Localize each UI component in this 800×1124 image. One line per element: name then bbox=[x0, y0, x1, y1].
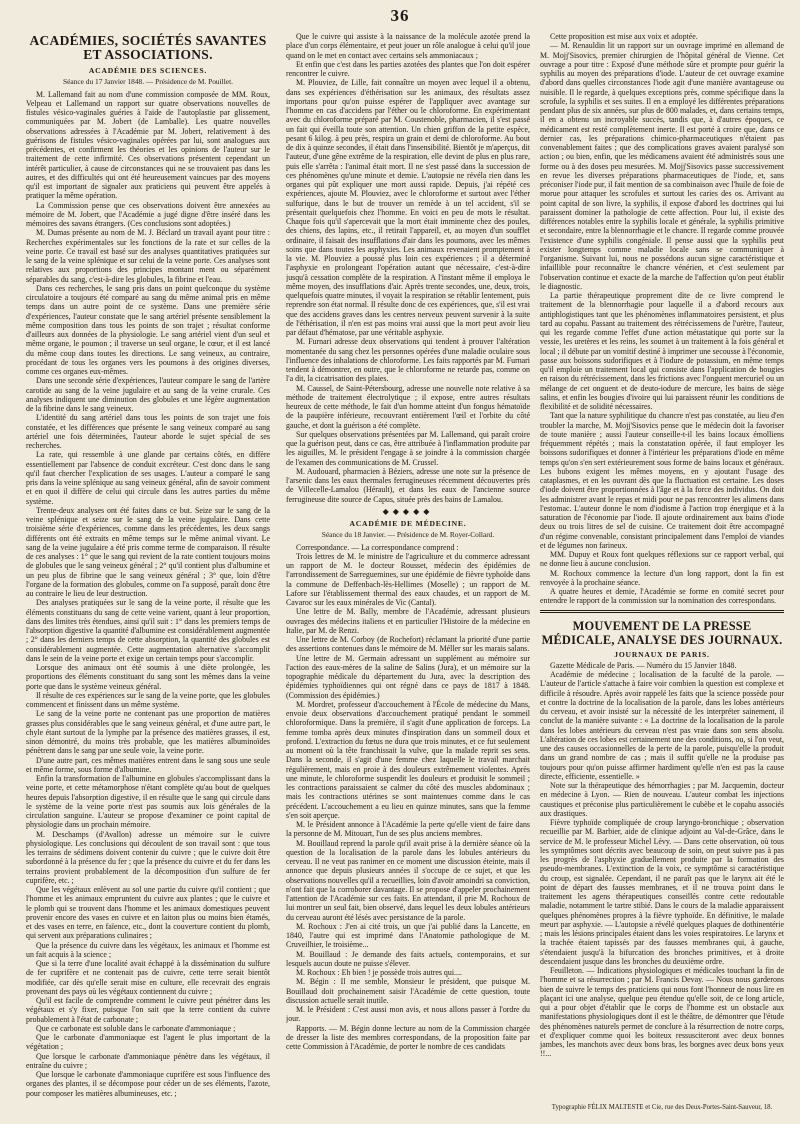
paragraph: M. Furnari adresse deux observations qui tendent à prouver l'altération momentanée du sang chez les personnes opérées d'une maladie oculaire sous l'influence des inhalations de chloroforme. Les faits rapportés par M. Furnari tendent à démontrer, en outre, que le chloroforme ne retarde pas, comme on l'a dit, la cicatrisation des plaies. bbox=[286, 337, 530, 384]
paragraph: — M. Renauldin lit un rapport sur un ouvrage imprimé en allemand de M. Mojj'Sisovics, premier chirurgien de l'hôpital général de Vienne. Cet ouvrage a pour titre : Exposé d'une méthode sûre et prompte pour guérir la syphilis au moyen des préparations d'iode. L'auteur de cet ouvrage examine d'abord dans quelles circonstances l'iode agit d'une manière avantageuse ou nuisible. Il le regarde, à quelques exceptions près, comme spécifique dans la scrofule, la syphilis et ses suites. Il en a employé les différentes préparations pendant plus de six années, sur plus de 800 malades, et, dans certains temps, il en a obtenu un incroyable succès, tandis que, à d'autres époques, ce médicament est resté complètement inerte. Il est porté à croire que, dans ce dernier cas, les préparations chimico-pharmaceutiques n'étaient pas convenablement faites ; que des complications graves avaient paralysé son action ; ou bien, enfin, que les médicamens avaient été administrés sous une forme ou à des doses peu mesurées. M. Mojj'Sisovics passe successivement en revue les diverses préparations pharmaceutiques de l'iode, et, sans préconiser l'iode pur, il fait mention de sa combinaison avec l'huile de foie de morue pour attaquer les scrofules et surtout les caries des os. Arrivant au point capital de son livre, la syphilis, il expose d'abord les doctrines qui lui paraissent dominer la pathologie de cette affection. Pour lui, il existe des différences notables entre la syphilis locale et générale, la syphilis primitive et secondaire, entre la blennorrhagie et le chancre. Il regarde comme prouvée l'existence d'une syphilis congéniale. Il pense aussi que la syphilis peut exister longtemps comme maladie locale sans se communiquer à l'organisme. Suivant lui, nous ne possédons aucun signe caractéristique et infaillible pour reconnaître le chancre vénérien, et c'est seulement par l'observation continue et exacte de la marche de l'affection qu'on peut établir le diagnostic. bbox=[540, 41, 784, 291]
paragraph: Une lettre de M. Corboy (de Rochefort) réclamant la priorité d'une partie des assertions contenues dans le mémoire de M. Méller sur les marais salans. bbox=[286, 635, 530, 654]
printer-imprint: Typographie FÉLIX MALTESTE et Cie, rue des Deux-Portes-Saint-Sauveur, 18. bbox=[551, 1104, 773, 1111]
paragraph: Que lorsque le carbonate d'ammoniaque pénètre dans les végétaux, il entraîne du cuivre ; bbox=[26, 1051, 270, 1070]
paragraph: M. Audouard, pharmacien à Béziers, adresse une note sur la présence de l'arsenic dans les eaux thermales ferrugineuses récemment découvertes près de Villecelle-Lamalou (Hérault), et dans les eaux de l'ancienne source ferrugineuse dite source de Capus, située près des bains de Lamalou. bbox=[286, 466, 530, 504]
paragraph: Que le cuivre qui assiste à la naissance de la molécule azotée prend la place d'un corps élémentaire, et peut jouer un rôle analogue à celui qu'il joue quand on le met en contact avec certains sels ammoniacaux ; bbox=[286, 32, 530, 60]
paragraph: MM. Dupuy et Roux font quelques réflexions sur ce rapport verbal, qui ne donne lieu à aucune conclusion. bbox=[540, 550, 784, 569]
column-1-body bbox=[26, 90, 270, 1098]
paragraph: Gazette Médicale de Paris. — Numéro du 15 Janvier 1848. bbox=[550, 660, 737, 670]
paragraph: L'identité du sang artériel dans tous les points de son trajet une fois constatée, et les différences que présente le sang veineux comparé au sang artériel une fois déterminées, l'auteur aborde le sujet spécial de ses recherches. bbox=[26, 413, 270, 450]
paragraph: La Commission pense que ces observations doivent être annexées au mémoire de M. Jobert, que l'Académie a jugé digne d'être inséré dans les mémoires des savans étrangers. (Ces conclusions sont adoptées.) bbox=[26, 200, 270, 228]
paragraph: La partie thérapeutique proprement dite de ce livre comprend le traitement de la blennorrhagie pour laquelle il a d'abord recours aux antiphlogistiques tant que les phénomènes inflammatoires persistent, et plus tard au copahu. Passant au traitement des rétrécissemens de l'urètre, l'auteur, qui les regarde comme l'effet d'une action métastatique qui porte sur la vessie, les uretères et les reins, les soumet à un traitement à la fois général et local ; il débute par un vomitif destiné à imprimer une secousse à l'économie, passe aux boissons sudorifiques et à l'iodure de potassium, en même temps qu'il emploie un traitement local qui consiste dans l'application de bougies en raison du rétrécissement, dans les frictions avec l'onguent mercuriel ou un mélange de cet onguent et de deuto-iodure de mercure, les bains de siège salins, et enfin les bougies d'ivoire qui lui paraissent réunir les conditions de flexibilité et de solidité nécessaires. bbox=[540, 291, 784, 411]
column-3 bbox=[540, 32, 784, 1112]
page-number: 36 bbox=[390, 6, 410, 25]
paragraph: M. Deschamps (d'Avallon) adresse un mémoire sur le cuivre physiologique. Les conclusions qui découlent de son travail sont : que tous les terrains de sédimens doivent contenir du cuivre ; que le cuivre doit être subordonné à la présence du fer ; que la présence du cuivre et du fer dans les terrains provient probablement de la décomposition d'un sulfure de fer cuprifère, etc. ; bbox=[26, 829, 270, 885]
column-2-top-body bbox=[286, 32, 530, 504]
paragraph: Une lettre de M. Germain adressant un supplément au mémoire sur l'action des eaux-mères de la saline de Salins (Jura), et un mémoire sur la topographie médicale du département du Jura, avec la description des épidémies typhoïdiennes qui ont régné dans ce pays de 1817 à 1848. (Commission des épidémies.) bbox=[286, 653, 530, 700]
paragraph: A quatre heures et demie, l'Académie se forme en comité secret pour entendre le rapport de la commission sur la nomination des correspondans. bbox=[540, 587, 784, 606]
paragraph: M. Rochoux : J'en ai cité trois, un que j'ai publié dans la Lancette, en 1840, l'autre qui est imprimé dans l'Anatomie pathologique de M. Cruveilhier, le troisième... bbox=[286, 921, 530, 950]
paragraph: Le sang de la veine porte ne contenant pas une proportion de matières grasses plus considérables que le sang veineux général, et d'une autre part, le chyle étant surtout de la lymphe par la présence des matières grasses, il est, sinon démontré, du moins très probable, que les matières albuminoïdes pénètrent dans le sang par une seule voie, la veine porte. bbox=[26, 709, 270, 756]
paragraph: Qu'il est facile de comprendre comment le cuivre peut pénétrer dans les végétaux et s'y fixer, puisque l'on sait que la terre contient du cuivre probablement à l'état de carbonate ; bbox=[26, 996, 270, 1024]
academy-sciences-header: ACADÉMIE DES SCIENCES. bbox=[88, 66, 208, 75]
paragraph: M. le Président : C'est aussi mon avis, et nous allons passer à l'ordre du jour. bbox=[286, 1005, 530, 1024]
paragraph: Et enfin que c'est dans les parties azotées des plantes que l'on doit espérer rencontrer le cuivre. bbox=[286, 59, 530, 78]
paragraph: Trois lettres de M. le ministre de l'agriculture et du commerce adressant un rapport de M. le docteur Rousset, médecin des épidémies de l'arrondissement de Sarreguemines, sur une épidémie de fièvre typhoïde dans la commune de Deffenbach-lès-Hellimes (Moselle) ; un rapport de M. Lafore sur l'établissement thermal des eaux chaudes, et un rapport de M. Cavaroc sur les eaux minérales de Vic (Cantal). bbox=[286, 551, 530, 607]
paragraph: M. Bouillaud reprend la parole qu'il avait prise à la dernière séance où la question de la localisation de la parole dans les lobules antérieurs du cerveau. Il ne veut pas ranimer en ce moment une discussion éteinte, mais il annonce que depuis plusieurs années il s'occupe de ce sujet, et que les observations nouvelles qu'il a recueillies, loin d'avoir amoindri sa conviction, n'ont fait que la corroborer davantage. Il se propose d'appeler prochainement l'attention de l'Académie sur ces faits. En attendant, il prie M. Rochoux de lui montrer un seul fait, bien observé, dans lequel les deux lobules antérieurs du cerveau auront été lésés avec persistance de la parole. bbox=[286, 838, 530, 922]
paragraph: M. Dumas présente au nom de M. J. Béclard un travail ayant pour titre : Recherches expérimentales sur les fonctions de la rate et sur celles de la veine porte. Ce travail est basé sur des analyses quantitatives pratiquées sur le sang de la veine splénique et sur celui de la veine porte. Ces analyses sont relatives aux proportions des principes montant ment ou séparément séparables du sang, c'est-à-dire les globules, la fibrine et l'eau. bbox=[26, 228, 270, 284]
paragraph: Enfin la transformation de l'albumine en globules s'accomplissant dans la veine porte, et cette métamorphose n'étant complète qu'au bout de quelques heures depuis l'absorption digestive, il en résulte que le sang qui circule dans le système de la veine porte n'est pas soumis aux lois générales de la circulation sanguine. L'auteur se propose d'examiner ce point capital de physiologie dans un prochain mémoire. bbox=[26, 774, 270, 830]
paragraph: Lorsque des animaux ont été soumis à une diète prolongée, les proportions des éléments constituant du sang sont les mêmes dans la veine porte que dans le système veineux général. bbox=[26, 663, 270, 691]
paragraph: Que la présence du cuivre dans les végétaux, les animaux et l'homme est un fait acquis à la science ; bbox=[26, 940, 270, 959]
column-2-med-body bbox=[286, 543, 530, 1052]
paragraph: Que ce carbonate est soluble dans le carbonate d'ammoniaque ; bbox=[36, 1023, 236, 1033]
med-session-line: Séance du 18 Janvier. — Présidence de M. Royer-Collard. bbox=[321, 530, 495, 540]
paragraph: Dans ces recherches, le sang pris dans un point quelconque du système circulatoire a toujours été comparé au sang du même animal pris en même temps dans un autre point de ce système. Dans une première série d'expériences, l'auteur constate que le sang artériel présente sensiblement la même composition dans tous les points de son trajet ; résultat conforme d'ailleurs aux données de la physiologie. Le sang artériel vient d'un seul et même organe, le poumon ; il traverse un seul organe, le cœur, et il est lancé du même coup dans toutes les directions. Le sang veineux, au contraire, procédant de tous les organes vers les poumons à des origines diverses, comme ces organes eux-mêmes. bbox=[26, 283, 270, 376]
paragraph: M. Lallemand fait au nom d'une commission composée de MM. Roux, Velpeau et Lallemand un rapport sur quatre observations nouvelles de fistules vésico-vaginales guéries à l'aide de l'autoplastie par glissement, communiquées par M. Jobert (de Lamballe). Les quatre nouvelles observations adressées à l'Académie par M. Jobert, relativement à des guérisons de fistules vésico-vaginales opérées par lui, sont analogues aux précédentes, et confirment les théories et les opinions de l'auteur sur le traitement de cette infirmité. Ces observations présentent cependant un intérêt particulier, à cause de circonstances qui ne se trouvaient pas dans les autres, et des difficultés qui ont été heureusement vaincues par des moyens qu'il est important de signaler aux praticiens qui peuvent être appelés à pratiquer la même opération. bbox=[26, 89, 270, 201]
paragraph: M. Caussel, de Saint-Pétersbourg, adresse une nouvelle note relative à sa méthode de traitement électrolytique ; il expose, entre autres résultats heureux de cette méthode, le fait d'un homme atteint d'un fongus hématoïde de la paupière inférieure, recouvrant entièrement l'œil et l'orbite du côté gauche, et dont la guérison a été complète. bbox=[286, 383, 530, 430]
paragraph: Cette proposition est mise aux voix et adoptée. bbox=[550, 32, 698, 41]
section-header-academies: ACADÉMIES, SOCIÉTÉS SAVANTES ET ASSOCIATIONS. bbox=[29, 33, 267, 62]
paragraph: M. Rochoux : Eh bien ! je possède trois autres qui.... bbox=[296, 968, 462, 977]
journals-paris-header: JOURNAUX DE PARIS. bbox=[614, 649, 710, 659]
paragraph: Feuilleton. — Indications physiologiques et médicales touchant la fin de l'homme et sa résurrection ; par M. Francis Devay. — Nous nous garderons bien de suivre le temps des praticiens qui nous font l'honneur de nous lire en plaçant ici une analyse, quelque peu étendue qu'elle soit, de ce long article, qui a pour objet d'établir que le corps de l'homme est un obstacle aux manifestations physiologiques dont il est le théâtre, de démontrer que l'étude des phénomènes naturels permet de conclure à la résurrection de notre corps, et d'expliquer comme quoi les boiteux ressusciteront avec deux bonnes jambes, les manchots avec deux bons bras, les borgnes avec deux bons yeux !!... bbox=[540, 966, 784, 1059]
paragraph: Rapports. — M. Bégin donne lecture au nom de la Commission chargée de dresser la liste des membres correspondans, de la proposition faite par cette Commission à l'Académie, de porter le nombre de ces candidats bbox=[286, 1023, 530, 1051]
section-rule bbox=[540, 610, 784, 613]
paragraph: Une lettre de M. Bally, membre de l'Académie, adressant plusieurs ouvrages des médecins italiens et en particulier l'Histoire de la médecine en Italie, par M. de Renzi. bbox=[286, 607, 530, 635]
paragraph: Trente-deux analyses ont été faites dans ce but. Seize sur le sang de la veine splénique et seize sur le sang de la veine jugulaire. Dans cette troisième série d'expériences, comme dans les précédentes, les deux sangs différents ont été extraits en même temps sur le même animal vivant. Le sang de la veine jugulaire a été pris comme terme de comparaison. Il résulte de ces analyses : 1° que le sang qui revient de la rate contient toujours moins de globules que le sang veineux général ; 2° qu'il contient plus d'albumine et un peu plus de fibrine que le sang veineux général ; 3° que, loin d'être l'organe de la formation des globules, comme on l'a supposé, paraît donc être au contraire le lieu de leur destruction. bbox=[26, 505, 270, 598]
paragraph: D'une autre part, ces mêmes matières entrent dans le sang sous une seule et même forme, sous forme d'albumine. bbox=[26, 755, 270, 774]
ornament-divider: ◆◆◆◆◆ bbox=[382, 506, 434, 516]
paragraph: Note sur la thérapeutique des hémorrhagies ; par M. Jacquemin, docteur en médecine à Lyon. — Rien de nouveau. L'auteur combat les injections caustiques et préconise plus particulièrement le cubèbe et le copahu associés aux drastiques. bbox=[540, 781, 784, 818]
paragraph: Que les végétaux enlèvent au sol une partie du cuivre qu'il contient ; que l'homme et les animaux empruntent du cuivre aux plantes ; que le cuivre et le plomb qui se trouvent dans l'homme et les animaux domestiques peuvent provenir encore des vases en cuivre et en laiton plus ou moins bien étamés, et des vases en terre, en faïence, etc., dont la couverture contient du plomb, qui servent aux préparations culinaires ; bbox=[26, 885, 270, 941]
column-3-top-body bbox=[540, 32, 784, 606]
paragraph: La rate, qui ressemble à une glande par certains côtés, en diffère essentiellement par l'absence de conduit excréteur. C'est donc dans le sang qu'il faut chercher l'explication de ses usages. L'auteur a comparé le sang pris dans la veine splénique au sang veineux général, afin de savoir comment et en quoi il diffère de celui qui circule dans les autres parties du même système. bbox=[26, 450, 270, 506]
paragraph: Il résulte de ces expériences sur le sang de la veine porte, que les globules commencent et finissent dans un même système. bbox=[26, 690, 270, 709]
paragraph: Des analyses pratiquées sur le sang de la veine porte, il résulte que les éléments constituans du sang de cette veine varient, quant à leur proportion, dans des limites très étendues, ainsi qu'il suit : 1° dans les premiers temps de l'absorption digestive la quantité d'albumine est considérablement augmentée ; 2° dans les derniers temps de cette absorption, la quantité des globules est considérablement augmentée. Cette augmentation alternative s'accomplit dans le sein de la veine porte et exige un certain temps pour s'accomplir. bbox=[26, 598, 270, 663]
paragraph: M. Bouillaud : Je demande des faits actuels, contemporains, et sur lesquels aucun doute ne puisse s'élever. bbox=[286, 949, 530, 968]
session-line: Séance du 17 Janvier 1848. — Présidence de M. Pouillet. bbox=[63, 77, 233, 87]
paragraph: Dans une seconde série d'expériences, l'auteur compare le sang de l'artère carotide au sang de la veine jugulaire et au sang de la veine crurale. Ces analyses indiquent une diminution des globules et une légère augmentation de la fibrine dans le sang veineux. bbox=[26, 376, 270, 413]
paragraph: Fièvre typhoïde compliquée de croup laryngo-bronchique ; observation recueillie par M. Barbier, aide de clinique adjoint au Val-de-Grâce, dans le service de M. le professeur Michel Lévy. — Dans cette observation, où tous les symptômes sont décrits avec beaucoup de soin, on peut suivre pas à pas les progrès de l'asphyxie graduellement produite par la formation des pseudo-membranes. L'extinction de la voix, ce symptôme si caractéristique du croup, est signalée. Cependant, il ne paraît pas que le larynx ait été le point de départ des fausses membranes, et il ne trouva point dans le traitement les agens thérapeutiques conseillés contre cette redoutable maladie, notamment le tartre stibié. Dans le cours de la maladie apparaissent quelques phénomènes propres à la fièvre typhoïde. En définitive, le malade meurt par asphyxie. — L'autopsie a révélé quelques plaques de dothinentérie ; mais les lésions principales étaient dans les voies respiratoires. Le larynx et la trachée étaient tapissés par des fausses membranes qui, à gauche, s'étendaient jusqu'à la bifurcation des bronches primitives, et à droite descendaient jusque dans les bronches du deuxième ordre. bbox=[540, 818, 784, 966]
press-movement-header: MOUVEMENT DE LA PRESSE MÉDICALE, ANALYSE DES JOURNAUX. bbox=[541, 618, 783, 647]
column-3-press-body bbox=[540, 661, 784, 1059]
paragraph: Que si la terre d'une localité avait échappé à la dissémination du sulfure de fer cuprifère et ne contenait pas de cuivre, cette terre serait bientôt modifiée, car dès qu'elle serait mise en culture, elle recevrait des engrais provenant des pays où les végétaux contiennent du cuivre ; bbox=[26, 959, 270, 996]
paragraph: Que le carbonate d'ammoniaque est l'agent le plus important de la végétation ; bbox=[26, 1033, 270, 1052]
academy-medicine-header: ACADÉMIE DE MÉDECINE. bbox=[349, 519, 467, 528]
paragraph: M. le Président annonce à l'Académie la perte qu'elle vient de faire dans la personne de M. Mitouart, l'un de ses plus anciens membres. bbox=[286, 820, 530, 839]
paragraph: Que lorsque le carbonate d'ammoniaque cuprifère est sous l'influence des organes des plantes, il se décompose pour céder un de ses éléments, l'azote, pour composer les matières albumineuses, etc. ; bbox=[26, 1070, 270, 1098]
column-1 bbox=[26, 32, 270, 1112]
paragraph: M. Rochoux commence la lecture d'un long rapport, dont la fin est renvoyée à la prochaine séance. bbox=[540, 568, 784, 587]
paragraph: Sur quelques observations présentées par M. Lallemand, qui paraît croire que la guérison peut, dans ce cas, être attribuée à l'inflammation produite par les aiguilles, M. le président l'engage à se joindre à la commission chargée de l'examen des communications de M. Crussel. bbox=[286, 429, 530, 467]
paragraph: M. Bégin : Il me semble, Monsieur le président, que puisque M. Bouillaud doit prochainement saisir l'Académie de cette question, toute discussion actuelle serait inutile. bbox=[286, 977, 530, 1005]
paragraph: Tant que la nature syphilitique du chancre n'est pas constatée, au lieu d'en troubler la marche, M. Mojj'Sisovics pense que le médecin doit la favoriser de toute manière ; aussi l'auteur conseille-t-il les bains locaux émolliens fréquemment répétés ; mais la constatation opérée, il faut employer les boissons sudorifiques et donner à l'intérieur les préparations d'iode en même temps qu'on s'en sert extérieurement sous forme de bains locaux et généraux. Les bubons exigent les mêmes moyens, en y ajoutant l'usage des cataplasmes, et en les ouvrant dès que la fluctuation est certaine. Les doses d'iode doivent être proportionnées à l'âge et à la force des individus. On doit les administrer avant le repas et midi pour ne pas rencontrer les alimens dans l'estomac. L'auteur donne le nom d'iodisme à l'action trop énergique et à la saturation de l'économie par l'iode. Il ajoute ordinairement aux bains d'iode deux ou trois litres de sel de cuisine. Ce traitement doit être accompagné d'un régime convenable, consistant principalement dans l'emploi de viandes et de légumes non farineux. bbox=[540, 411, 784, 550]
paragraph: M. Plouviez, de Lille, fait connaître un moyen avec lequel il a obtenu, dans ses expériences d'éthérisation sur les animaux, des résultats assez importans pour qu'on puisse espérer de l'appliquer avec avantage sur l'homme en cas d'accidens par l'éther ou le chloroforme. En expérimentant avec du chloroforme préparé par M. Coustenoble, pharmacien, il s'est passé un fait qui éveilla toute son attention. Un chien griffon de la petite espèce, pesant 6 kilog. à peu près, respira un grain et demi de chloroforme. Au bout de dix à quinze secondes, il était dans l'insensibilité. Bientôt je m'aperçus, dit l'auteur, d'une gêne extrême de la respiration, elle devint de plus en plus rare, puis elle s'arrêta : l'animal était mort. Il ne s'est passé dans la succession de ces phénomènes qu'une minute et demie. L'autopsie ne révéla rien dans les organes qui pût expliquer une mort aussi rapide. Depuis, j'ai répété ces expériences, ajoute M. Plouviez, avec le chloroforme et surtout avec l'éther sulfurique, dans le but de trouver un remède à un tel accident, s'il se présentait quelquefois chez l'homme. En voici en peu de mots le résultat. Chaque fois qu'il s'apercevait que la mort était imminente chez des poules, des chiens, des lapins, etc., il retirait l'appareil, et, au moyen d'un soufflet ordinaire, il faisait des insufflations d'air dans les poumons, avec les mêmes soins que dans toutes les asphyxies. Les animaux revenaient promptement à la vie. M. Plouviez a poussé plus loin ces expériences ; il a déterminé l'asphyxie en prolongeant l'opération autant que nécessaire, c'est-à-dire jusqu'à cessation complète de la respiration. A l'instant même il employa le même moyen, des insufflations d'air. Après trente secondes, une, deux, trois, quelquefois quatre minutes, il voyait la respiration se rétablir lentement, puis reprendre son état normal. Il résulte donc de ces expériences, que, s'il est vrai que des accidens graves dans les centres nerveux peuvent survenir à la suite de l'éthérisation, il n'en est pas moins vrai aussi que la mort peut avoir lieu par défaut d'hématose, par une véritable asphyxie. bbox=[286, 78, 530, 337]
paragraph: Correspondance. — La correspondance comprend : bbox=[296, 542, 459, 552]
paragraph: M. Mordret, professeur d'accouchement à l'École de médecine du Mans, envoie deux observations d'accouchement pratiqué pendant le sommeil chloroformique. Dans la première, il s'agit d'une application de forceps. La femme tomba après deux minutes d'inspiration dans un sommeil doux et profond. L'extraction du fœtus ne dura que trois minutes, et ce fut seulement au moment où la tête franchissait la vulve, que la malade reprit ses sens. Dans la seconde, il s'agit d'une femme chez laquelle le travail marchait régulièrement, mais en proie à des douleurs extrêmement violentes. Après une minute, le chloroforme suspendit les douleurs et produisit le sommeil ; les contractions paraissaient se calmer du côté des muscles abdominaux ; mais les contractions utérines se sont maintenues comme dans le cas précédent. L'accouchement a eu lieu en quinze minutes, sans que la femme s'en soit aperçue. bbox=[286, 699, 530, 820]
paragraph: Académie de médecine ; localisation de la faculté de la parole. — L'auteur de l'article s'attache à faire voir combien la question est complexe et difficile à résoudre. Après avoir rappelé les faits que la science possède pour et contre la doctrine de la localisation de la parole, dans les lobes antérieurs du cerveau, et avoir insisté sur la nécessité de les interpréter sainement, il conclut de la manière suivante : « La doctrine de la localisation de la parole dans les lobes antérieurs du cerveau n'est pas vraie dans son sens absolu. L'altération de ces lobes est certainement une des conditions, ou, si l'on veut, une des causes occasionnelles de la perte de la parole, puisqu'elle la produit dans un grand nombre de cas ; mais il suffit qu'elle ne la produise pas toujours pour qu'on puisse affirmer hardiment qu'elle n'en est pas la cause directe, efficiente, essentielle. » bbox=[540, 670, 784, 781]
column-2 bbox=[286, 32, 530, 1112]
